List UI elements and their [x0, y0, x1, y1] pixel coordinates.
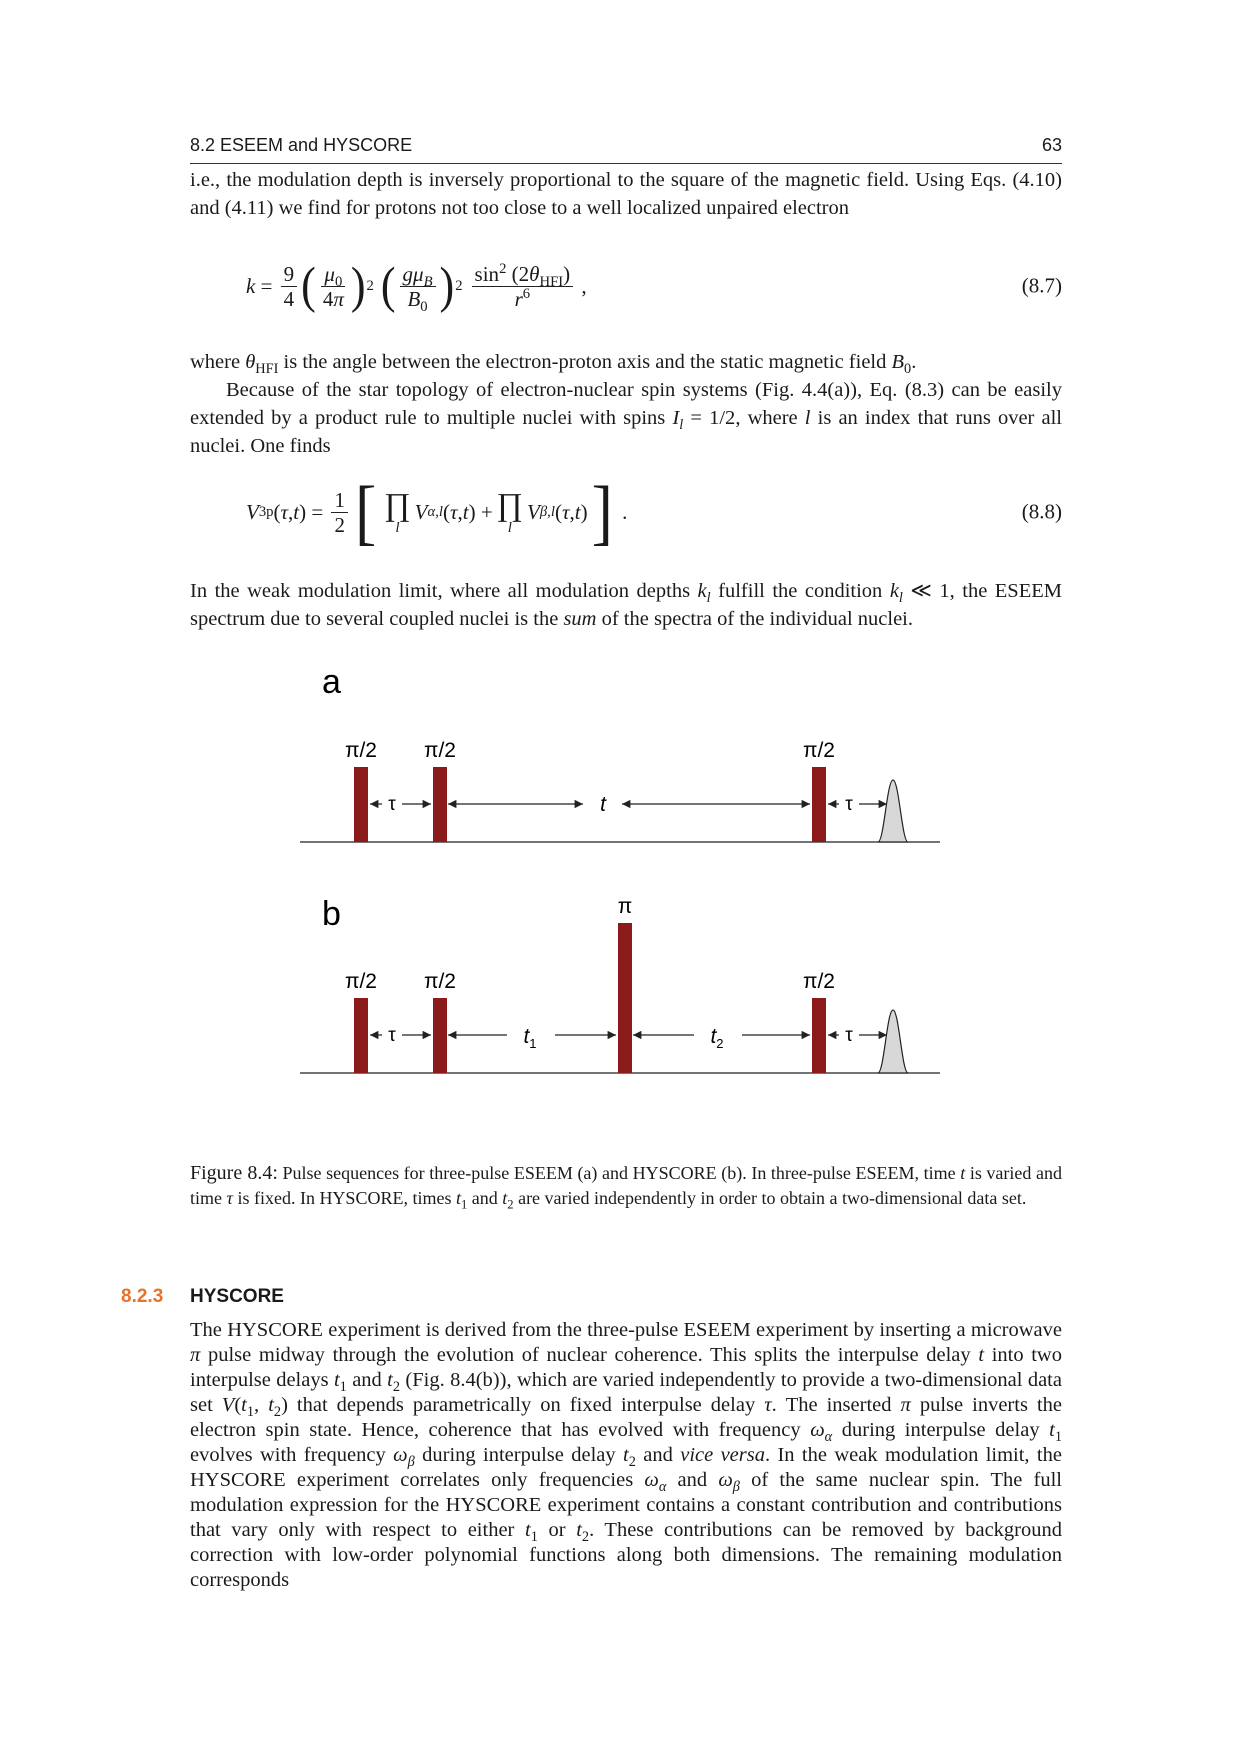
paragraph-text: The HYSCORE experiment is derived from the three-pulse ESEEM experiment by inserting a microwave: [190, 1319, 1062, 1341]
paragraph-text: , the ESEEM spectrum due to several coupled nuclei is the: [190, 580, 1062, 630]
echo-b: [878, 1010, 908, 1073]
emphasis-text: vice versa: [680, 1444, 765, 1466]
paragraph-text: where: [190, 351, 246, 373]
running-header: [190, 133, 1062, 164]
paragraph-text: and: [666, 1469, 719, 1491]
paragraph-text: evolves with frequency: [190, 1444, 394, 1466]
paragraph-weak-modulation: In the weak modulation limit, where all modulation depths $k_l$ fulfill the condition $k_l$ ≪ 1, the ESEEM spectrum due to several coupled nuclei is the sum of the spectra of the individual nuclei.: [190, 580, 1062, 630]
section-number: 8.2.3: [121, 1286, 164, 1307]
paragraph-text: pulse inverts the electron spin state. Hence, coherence that has evolved with frequency: [190, 1394, 1062, 1441]
caption-text: and: [467, 1188, 503, 1208]
equation-8-7: [190, 246, 1062, 326]
pulse-a-3: [812, 767, 826, 842]
equation-body: V 3p ( τ , t ) = $\frac{1}{2}$ [ ∏ l V α,l ( τ , t ) + ∏ l V β,l ( τ , t ) ] .: [246, 470, 628, 553]
caption-text: is varied and time: [190, 1163, 1063, 1208]
section-title: HYSCORE: [190, 1286, 284, 1307]
pulse-a-2: [433, 767, 447, 842]
paragraph-text: (Fig. 8.4(b)), which are varied independently to provide a two-dimensional data set: [190, 1369, 1062, 1416]
paragraph-text: . The inserted: [771, 1394, 901, 1416]
delay-t: t: [600, 793, 606, 816]
delay-t1: [523, 1025, 536, 1051]
paragraph-text: and: [635, 1444, 681, 1466]
pulse-label-a-1: π/2: [344, 739, 378, 762]
paragraph-text: into two interpulse delays: [190, 1344, 1062, 1391]
paragraph-text: is the angle between the electron-proton axis and the static magnetic field: [278, 351, 892, 373]
pulse-label-b-2: π/2: [423, 970, 457, 993]
pulse-label-b-pi: π: [617, 895, 633, 918]
paragraph-text: fulfill the condition: [710, 580, 890, 602]
echo-a: [878, 780, 908, 842]
page-number: 63: [1041, 135, 1062, 155]
equation-number: (8.8): [1021, 499, 1062, 524]
pulse-label-b-1: π/2: [344, 970, 378, 993]
paragraph-text: and: [346, 1369, 388, 1391]
paragraph-text: is an index that runs over all nuclei. One finds: [190, 407, 1062, 457]
paragraph-text: . These contributions can be removed by background correction with low-order polynomial functions along both dimensions. The remaining modulation corresponds: [190, 1519, 1063, 1591]
paragraph-text: of the same nuclear spin. The full modulation expression for the HYSCORE experiment contains a constant contribution and contributions that vary only with respect to either: [190, 1469, 1062, 1541]
delay-tau-b-2: τ: [845, 1025, 853, 1046]
pulse-a-1: [354, 767, 368, 842]
paragraph-text: during interpulse delay: [832, 1419, 1050, 1441]
delay-tau-a-2: τ: [845, 794, 853, 815]
caption-text: is fixed. In HYSCORE, times: [232, 1188, 456, 1208]
caption-label: Figure 8.4:: [190, 1162, 278, 1184]
pulse-b-pi: [618, 923, 632, 1073]
pulse-b-1: [354, 998, 368, 1073]
pulse-b-3: [812, 998, 826, 1073]
delay-t2-letter: t: [710, 1025, 717, 1048]
figure-8-4-pulse-sequences: [290, 660, 950, 1090]
paragraph-text: , where: [735, 407, 805, 429]
paragraph-theta-definition: where $\theta_{HFI}$ is the angle between the electron-proton axis and the static magnetic field $B_0$. Because of the star topology of electron-nuclear spin systems (Fig. 4.4(a)), Eq. (8.3) can be easily extended by a product rule to multiple nuclei with spins $I_l = 1/2$, where l is an index that runs over all nuclei. One finds: [190, 351, 1062, 457]
delay-t1-letter: t: [523, 1025, 530, 1048]
equation-8-8: [190, 472, 1062, 552]
panel-a-label: a: [322, 663, 341, 701]
paragraph-text: during interpulse delay: [414, 1444, 623, 1466]
delay-t1-sub: 1: [529, 1036, 537, 1051]
paragraph-modulation-depth: [190, 166, 1062, 222]
paragraph-text: or: [537, 1519, 577, 1541]
pulse-label-a-3: π/2: [802, 739, 836, 762]
paragraph-text: Because of the star topology of electron-nuclear spin systems (Fig. 4.4(a)), Eq. (8.3) can be easily extended by a product rule to multiple nuclei with spins: [190, 379, 1062, 429]
pulse-label-a-2: π/2: [423, 739, 457, 762]
delay-t2-sub: 2: [716, 1036, 724, 1051]
paragraph-text: In the weak modulation limit, where all modulation depths: [190, 580, 698, 602]
figure-caption: Figure 8.4: Pulse sequences for three-pulse ESEEM (a) and HYSCORE (b). In three-pulse ESEEM, time t is varied and time τ is fixed. In HYSCORE, times $t_1$ and $t_2$ are varied independently in order to obtain a two-dimensional data set.: [190, 1162, 1063, 1212]
caption-text: Pulse sequences for three-pulse ESEEM (a) and HYSCORE (b). In three-pulse ESEEM, time: [277, 1163, 961, 1183]
pulse-b-2: [433, 998, 447, 1073]
paragraph-text: that depends parametrically on fixed interpulse delay: [287, 1394, 765, 1416]
paragraph-text: pulse midway through the evolution of nuclear coherence. This splits the interpulse delay: [200, 1344, 979, 1366]
paragraph-hyscore: The HYSCORE experiment is derived from the three-pulse ESEEM experiment by inserting a microwave π pulse midway through the evolution of nuclear coherence. This splits the interpulse delay t into two interpulse delays $t_1$ and $t_2$ (Fig. 8.4(b)), which are varied independently to provide a two-dimensional data set $V(t_1$, $t_2$) that depends parametrically on fixed interpulse delay τ. The inserted π pulse inverts the electron spin state. Hence, coherence that has evolved with frequency $\omega_\alpha$ during interpulse delay $t_1$ evolves with frequency $\omega_\beta$ during interpulse delay $t_2$ and vice versa. In the weak modulation limit, the HYSCORE experiment correlates only frequencies $\omega_\alpha$ and $\omega_\beta$ of the same nuclear spin. The full modulation expression for the HYSCORE experiment contains a constant contribution and contributions that vary only with respect to either $t_1$ or $t_2$. These contributions can be removed by background correction with low-order polynomial functions along both dimensions. The remaining modulation corresponds: [190, 1319, 1063, 1591]
paragraph-text: of the spectra of the individual nuclei.: [596, 608, 913, 630]
delay-tau-b-1: τ: [388, 1025, 396, 1046]
header-section-title: 8.2 ESEEM and HYSCORE: [190, 135, 413, 155]
pulse-label-b-3: π/2: [802, 970, 836, 993]
equation-body: k = $\frac{9}{4}$ ( $\frac{\mu_0}{4\pi}$ ) 2 ( $\frac{g\mu_B}{B_0}$ ) 2 $\frac{\sin^2 (2\theta_{HFI})}{r^6}$ ,: [246, 257, 587, 315]
emphasis-text: sum: [563, 608, 597, 630]
paragraph-text: . In the weak modulation limit, the HYSCORE experiment correlates only frequencies: [190, 1444, 1062, 1491]
delay-t2: [710, 1025, 723, 1051]
panel-b-label: b: [322, 895, 341, 933]
paragraph-text: i.e., the modulation depth is inversely proportional to the square of the magnetic field. Using Eqs. (4.10) and (4.11) we find for protons not too close to a well localized unpaired electron: [190, 169, 1062, 219]
delay-tau-a-1: τ: [388, 794, 396, 815]
equation-number: (8.7): [1021, 273, 1062, 298]
caption-text: are varied independently in order to obtain a two-dimensional data set.: [513, 1188, 1027, 1208]
